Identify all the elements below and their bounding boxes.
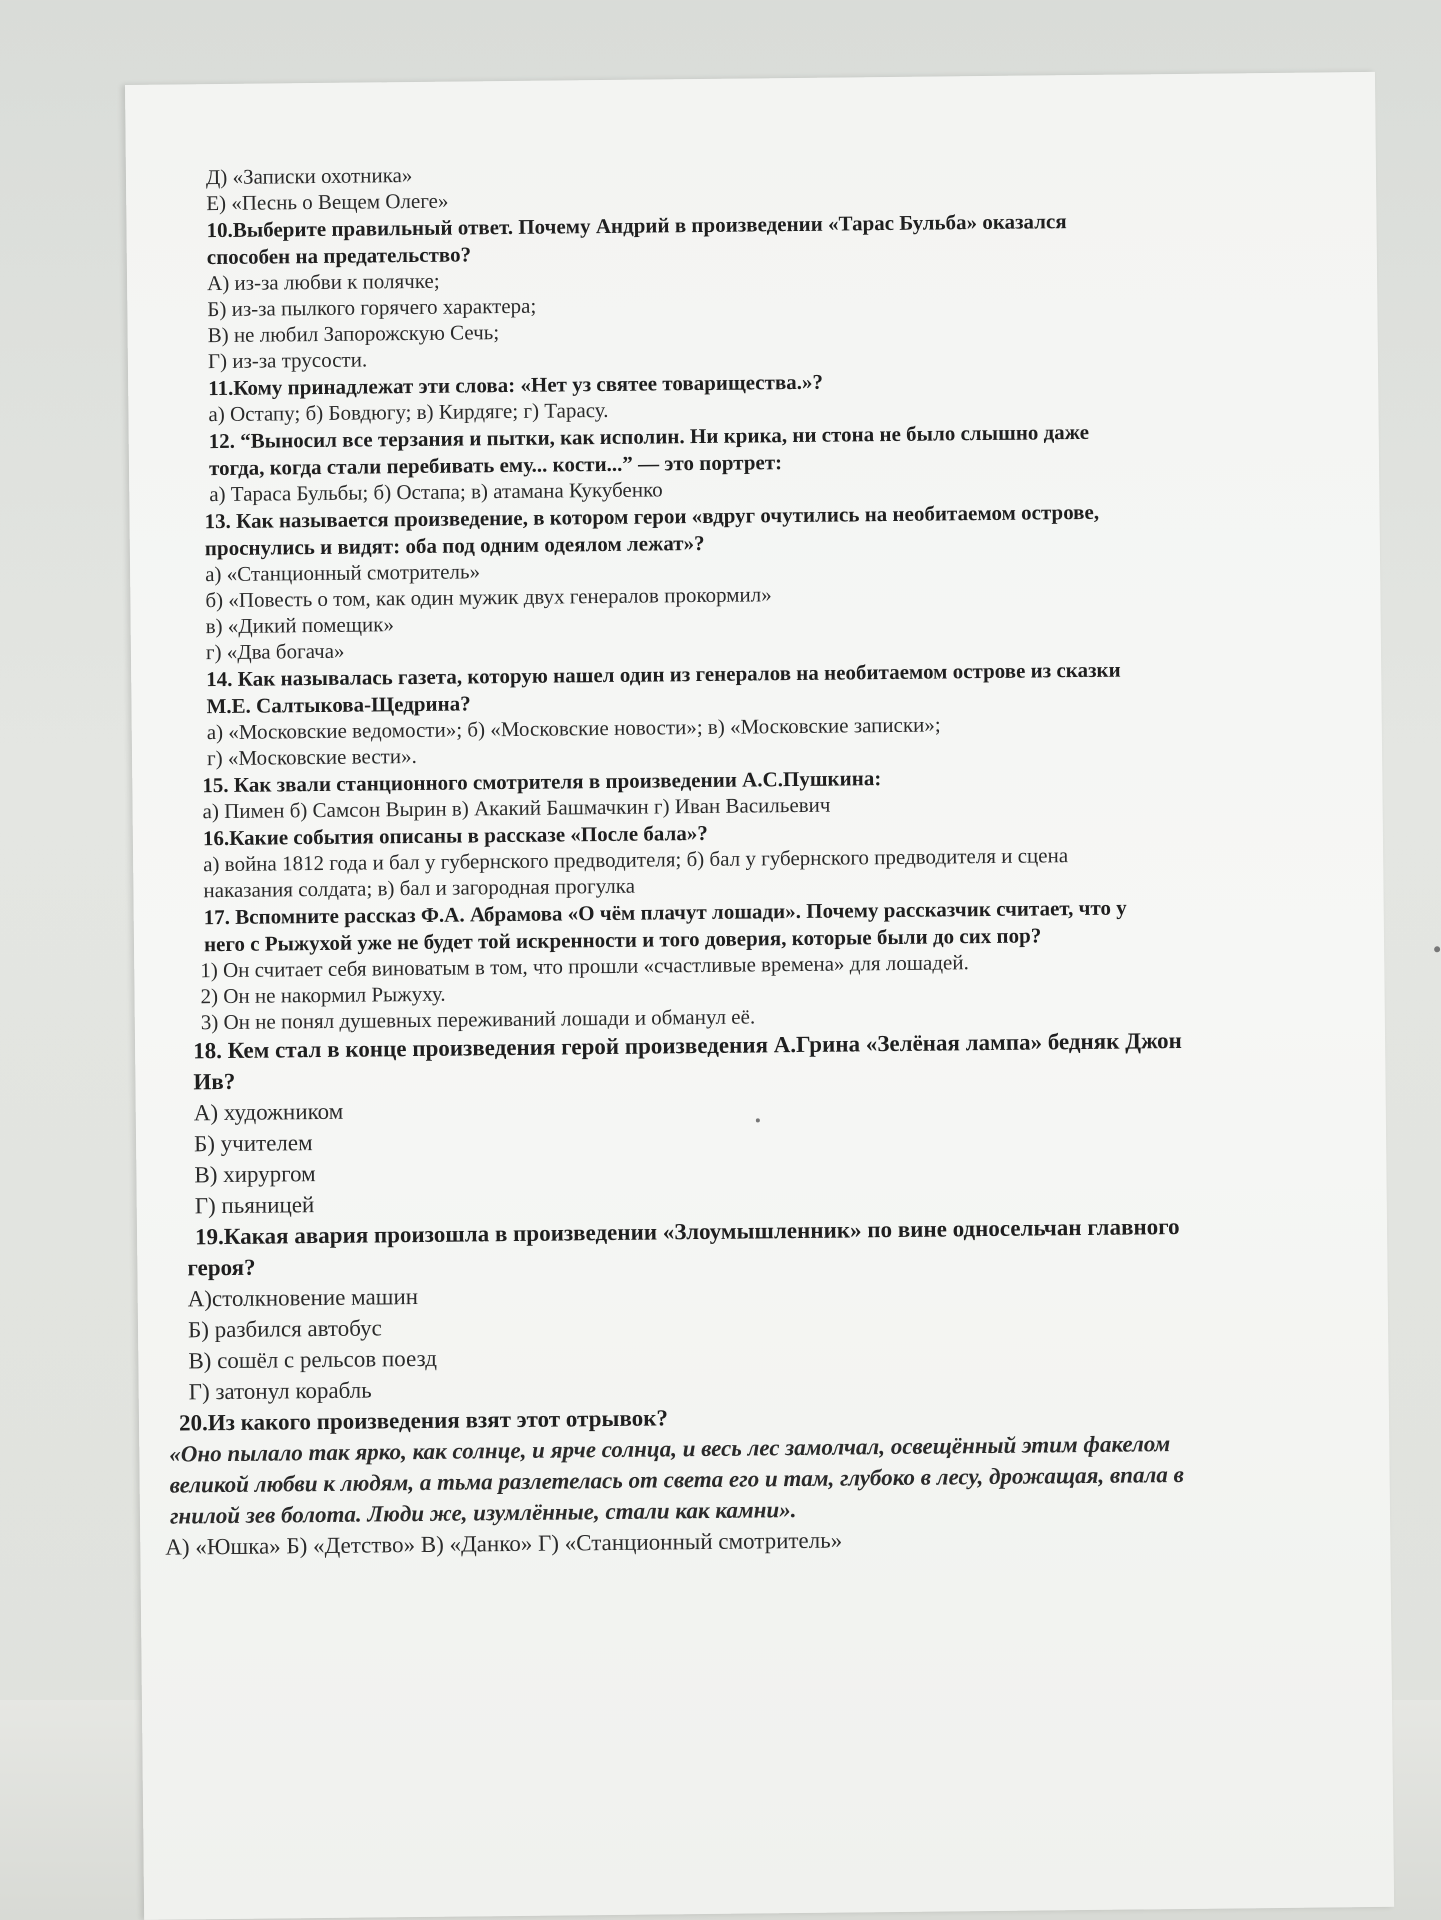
- answer-option: а) «Станционный смотритель»: [205, 559, 481, 587]
- question-text: проснулись и видят: оба под одним одеялом лежат»?: [204, 530, 705, 561]
- answer-option: Б) из-за пылкого горячего характера;: [207, 293, 537, 322]
- question-text: 13. Как называется произведение, в котором герои «вдруг очутились на необитаемом острове,: [204, 499, 1100, 534]
- answer-option: а) «Московские ведомости»; б) «Московские новости»; в) «Московские записки»;: [206, 712, 941, 745]
- answer-option: Б) учителем: [193, 1130, 313, 1157]
- answer-option: А) художником: [193, 1098, 344, 1126]
- question-text: тогда, когда стали перебивать ему... кости...” — это портрет:: [208, 450, 783, 481]
- question-text: 10.Выберите правильный ответ. Почему Андрий в произведении «Тарас Бульба» оказался: [206, 209, 1067, 243]
- answer-option: В) хирургом: [194, 1161, 316, 1188]
- answer-option: В) не любил Запорожскую Сечь;: [207, 320, 500, 348]
- answer-option: а) Остапу; б) Бовдюгу; в) Кирдяге; г) Тарасу.: [208, 397, 609, 427]
- answer-option: а) война 1812 года и бал у губернского предводителя; б) бал у губернского предводителя и сцена: [203, 843, 1069, 877]
- answer-option: А) «Юшка» Б) «Детство» В) «Данко» Г) «Станционный смотритель»: [165, 1527, 843, 1560]
- quoted-passage: «Оно пылало так ярко, как солнце, и ярче солнца, и весь лес замолчал, освещённый этим факелом: [169, 1431, 1171, 1467]
- answer-option: Б) разбился автобус: [187, 1315, 382, 1343]
- answer-option: а) Пимен б) Самсон Вырин в) Акакий Башмачкин г) Иван Васильевич: [202, 792, 831, 824]
- quoted-passage: великой любви к людям, а тьма разлетелась от света его и там, глубоко в лесу, дрожащая, впала в: [169, 1461, 1184, 1498]
- question-text: 15. Как звали станционного смотрителя в произведении А.С.Пушкина:: [202, 766, 882, 798]
- document-text: [165, 152, 1351, 1562]
- answer-option: в) «Дикий помещик»: [205, 612, 395, 639]
- question-text: него с Рыжухой уже не будет той искренности и того доверия, которые были до сих пор?: [203, 923, 1042, 957]
- answer-option: Е) «Песнь о Вещем Олеге»: [206, 188, 449, 216]
- question-text: Ив?: [193, 1068, 236, 1095]
- question-text: 16.Какие события описаны в рассказе «После бала»?: [202, 820, 708, 851]
- question-text: 20.Из какого произведения взят этот отрывок?: [178, 1405, 669, 1436]
- paper-sheet: [125, 72, 1394, 1920]
- question-text: героя?: [187, 1254, 256, 1281]
- answer-option: б) «Повесть о том, как один мужик двух генералов прокормил»: [205, 582, 772, 613]
- question-text: 17. Вспомните рассказ Ф.А. Абрамова «О чём плачут лошади». Почему рассказчик считает, что у: [203, 895, 1127, 930]
- question-text: 12. “Выносил все терзания и пытки, как исполин. Ни крика, ни стона не было слышно даже: [208, 419, 1090, 454]
- question-text: 14. Как называлась газета, которую нашел один из генералов на необитаемом острове из сказки: [206, 657, 1121, 692]
- answer-option: г) «Два богача»: [205, 638, 345, 665]
- answer-option: Г) затонул корабль: [188, 1377, 372, 1405]
- answer-option: Г) из-за трусости.: [207, 347, 368, 374]
- question-text: способен на предательство?: [206, 242, 472, 270]
- answer-option: 2) Он не накормил Рыжуху.: [200, 981, 446, 1009]
- paper-speck: [756, 1118, 760, 1122]
- answer-option: наказания солдата; в) бал и загородная прогулка: [203, 873, 636, 903]
- question-text: 19.Какая авария произошла в произведении «Злоумышленник» по вине односельчан главного: [194, 1214, 1180, 1250]
- answer-option: В) сошёл с рельсов поезд: [188, 1345, 437, 1374]
- question-text: М.Е. Салтыкова-Щедрина?: [206, 691, 471, 719]
- answer-option: Г) пьяницей: [194, 1192, 315, 1219]
- answer-option: а) Тараса Бульбы; б) Остапа; в) атамана Кукубенко: [209, 477, 663, 507]
- answer-option: г) «Московские вести».: [206, 743, 417, 771]
- paper-speck: [1434, 946, 1440, 952]
- answer-option: Д) «Записки охотника»: [205, 162, 413, 190]
- answer-option: А) из-за любви к полячке;: [206, 268, 440, 296]
- question-text: 11.Кому принадлежат эти слова: «Нет уз святее товарищества.»?: [208, 369, 824, 401]
- answer-option: А)столкновение машин: [187, 1283, 419, 1312]
- quoted-passage: гнилой зев болота. Люди же, изумлённые, стали как камни».: [169, 1497, 797, 1529]
- answer-option: 1) Он считает себя виноватым в том, что прошли «счастливые времена» для лошадей.: [200, 950, 969, 983]
- answer-option: 3) Он не понял душевных переживаний лошади и обманул её.: [200, 1004, 756, 1035]
- question-text: 18. Кем стал в конце произведения герой произведения А.Грина «Зелёная лампа» бедняк Джон: [192, 1027, 1182, 1064]
